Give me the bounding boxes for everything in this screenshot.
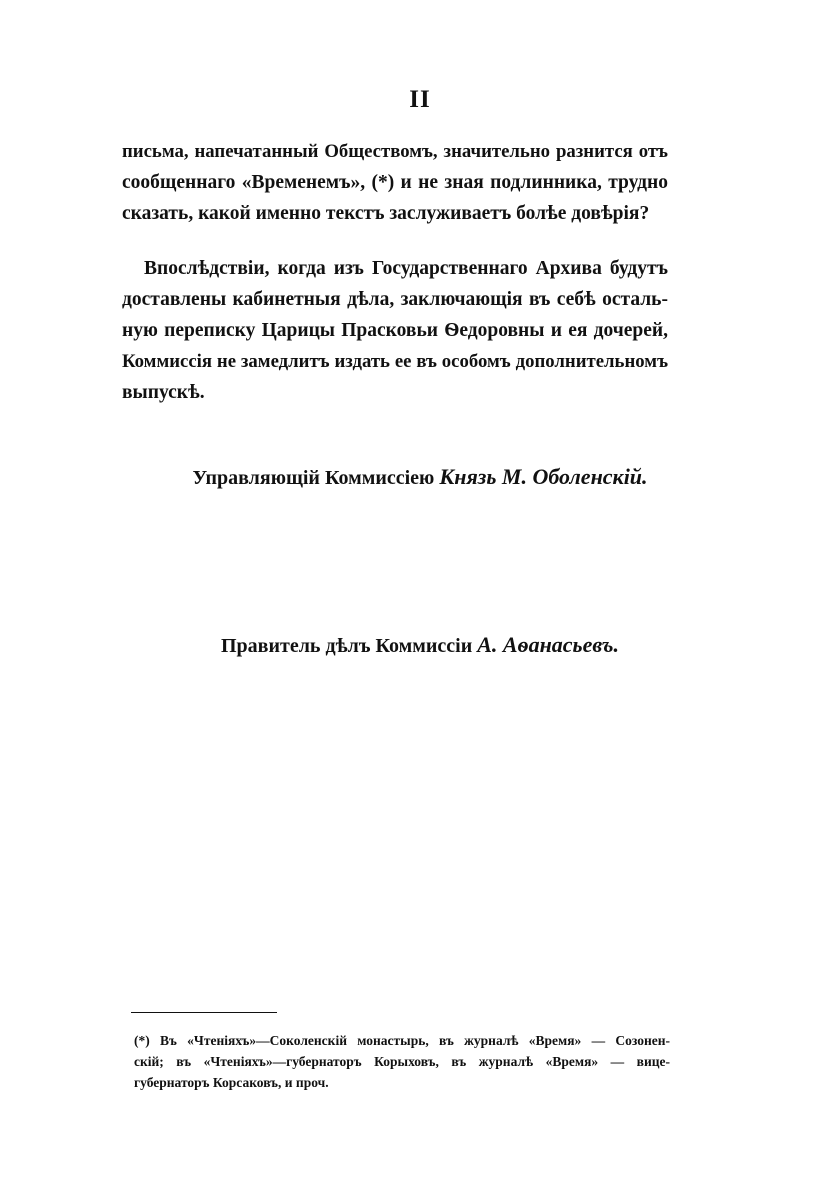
footnote-line: губернаторъ Корсаковъ, и проч. <box>134 1075 329 1090</box>
signature-role: Правитель дѣлъ Коммиссіи <box>220 635 473 657</box>
page-number: II <box>409 86 431 113</box>
signature-name: А. Аѳанасьевъ. <box>477 632 619 657</box>
footnote-line: (*) Въ «Чтеніяхъ»—Соколенскій монастырь, въ журналѣ «Время» — Созонен- <box>134 1033 670 1048</box>
text-line: Впослѣдствіи, когда изъ Государственнаго Архива будутъ <box>144 258 668 279</box>
text-line: сказать, какой именно текстъ заслуживаетъ болѣе довѣрія? <box>122 203 650 224</box>
text-line: Коммиссія не замедлитъ издать ее въ особомъ дополнительномъ <box>122 351 668 372</box>
text-line: письма, напечатанный Обществомъ, значительно разнится отъ <box>122 141 668 162</box>
footnote-divider <box>131 1012 277 1013</box>
signature-name: Князь М. Оболенскій. <box>439 464 648 489</box>
text-line: доставлены кабинетныя дѣла, заключающія въ себѣ осталь- <box>122 289 668 310</box>
text-line: сообщеннаго «Временемъ», (*) и не зная подлинника, трудно <box>122 172 668 193</box>
footnote <box>134 1030 670 1093</box>
text-line: ную переписку Царицы Прасковьи Ѳедоровны и ея дочерей, <box>122 320 668 341</box>
paragraph-2 <box>122 253 668 408</box>
footnote-line: скій; въ «Чтеніяхъ»—губернаторъ Корыховъ, въ журналѣ «Время» — вице- <box>134 1054 670 1069</box>
text-line: выпускѣ. <box>122 382 205 403</box>
signature-role: Управляющій Коммиссіею <box>192 467 435 489</box>
signature-chairman <box>0 464 840 490</box>
paragraph-1 <box>122 136 668 229</box>
signature-secretary <box>0 632 840 658</box>
